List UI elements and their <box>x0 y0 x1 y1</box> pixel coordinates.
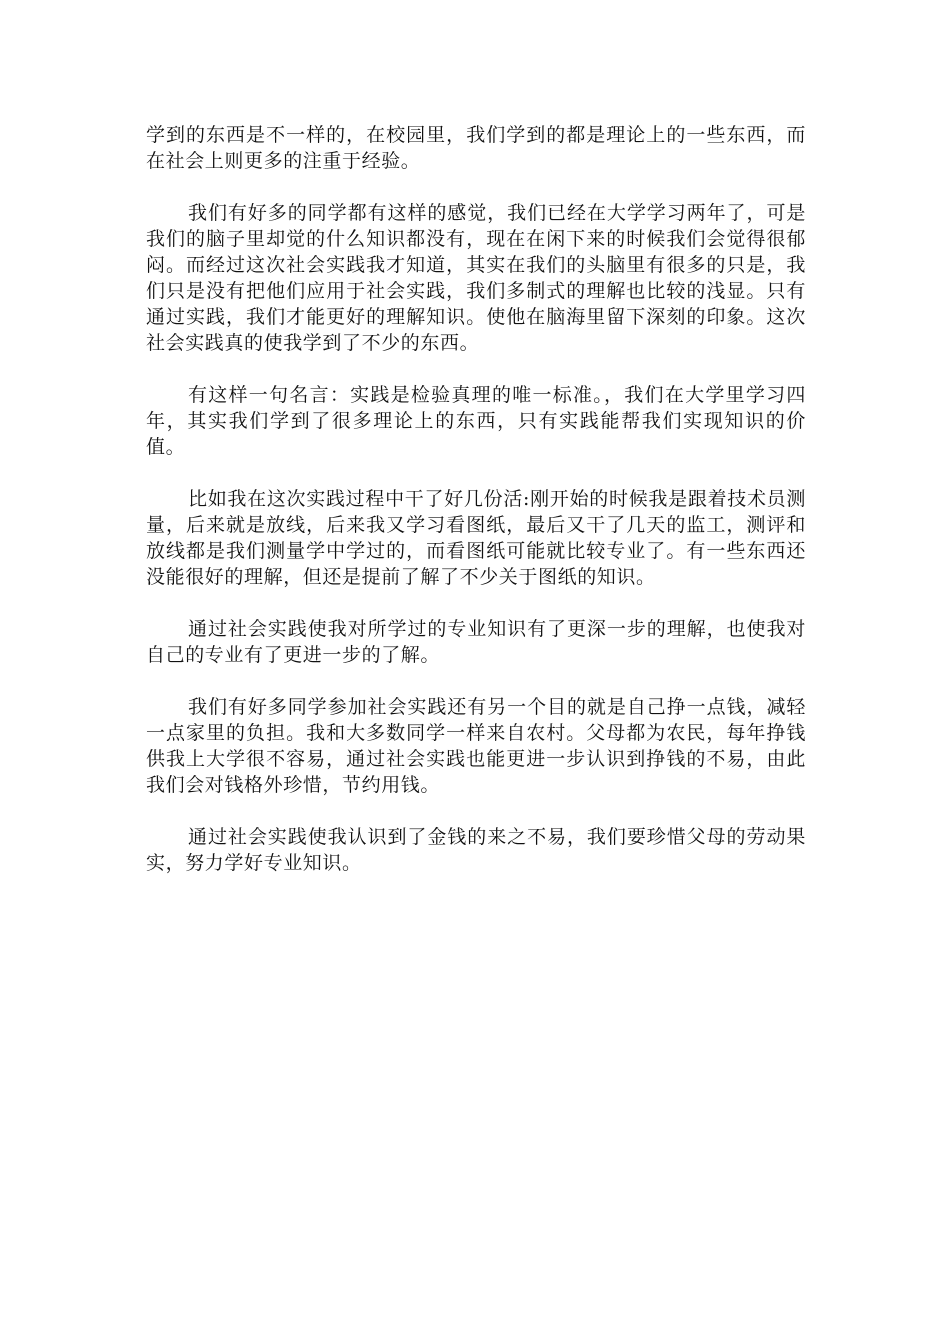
paragraph-continuation: 学到的东西是不一样的，在校园里，我们学到的都是理论上的一些东西，而在社会上则更多的注重于经验。 <box>146 124 806 172</box>
paragraph-work-experience: 比如我在这次实践过程中干了好几份活:刚开始的时候我是跟着技术员测量，后来就是放线，后来我又学习看图纸，最后又干了几天的监工，测评和放线都是我们测量学中学过的，而看图纸可能就比较专业了。有一些东西还没能很好的理解，但还是提前了解了不少关于图纸的知识。 <box>146 488 806 588</box>
paragraph-conclusion: 通过社会实践使我认识到了金钱的来之不易，我们要珍惜父母的劳动果实，努力学好专业知识。 <box>146 826 806 874</box>
paragraph-earning-money: 我们有好多同学参加社会实践还有另一个目的就是自己挣一点钱，减轻一点家里的负担。我和大多数同学一样来自农村。父母都为农民，每年挣钱供我上大学很不容易，通过社会实践也能更进一步认识到挣钱的不易，由此我们会对钱格外珍惜，节约用钱。 <box>146 696 806 796</box>
paragraph-professional-understanding: 通过社会实践使我对所学过的专业知识有了更深一步的理解，也使我对自己的专业有了更进一步的了解。 <box>146 618 806 666</box>
document-body <box>146 122 806 902</box>
paragraph-feeling: 我们有好多的同学都有这样的感觉，我们已经在大学学习两年了，可是我们的脑子里却觉的什么知识都没有，现在在闲下来的时候我们会觉得很郁闷。而经过这次社会实践我才知道，其实在我们的头脑里有很多的只是，我们只是没有把他们应用于社会实践，我们多制式的理解也比较的浅显。只有通过实践，我们才能更好的理解知识。使他在脑海里留下深刻的印象。这次社会实践真的使我学到了不少的东西。 <box>146 202 806 354</box>
paragraph-quote: 有这样一句名言：实践是检验真理的唯一标准。，我们在大学里学习四年，其实我们学到了很多理论上的东西，只有实践能帮我们实现知识的价值。 <box>146 384 806 458</box>
